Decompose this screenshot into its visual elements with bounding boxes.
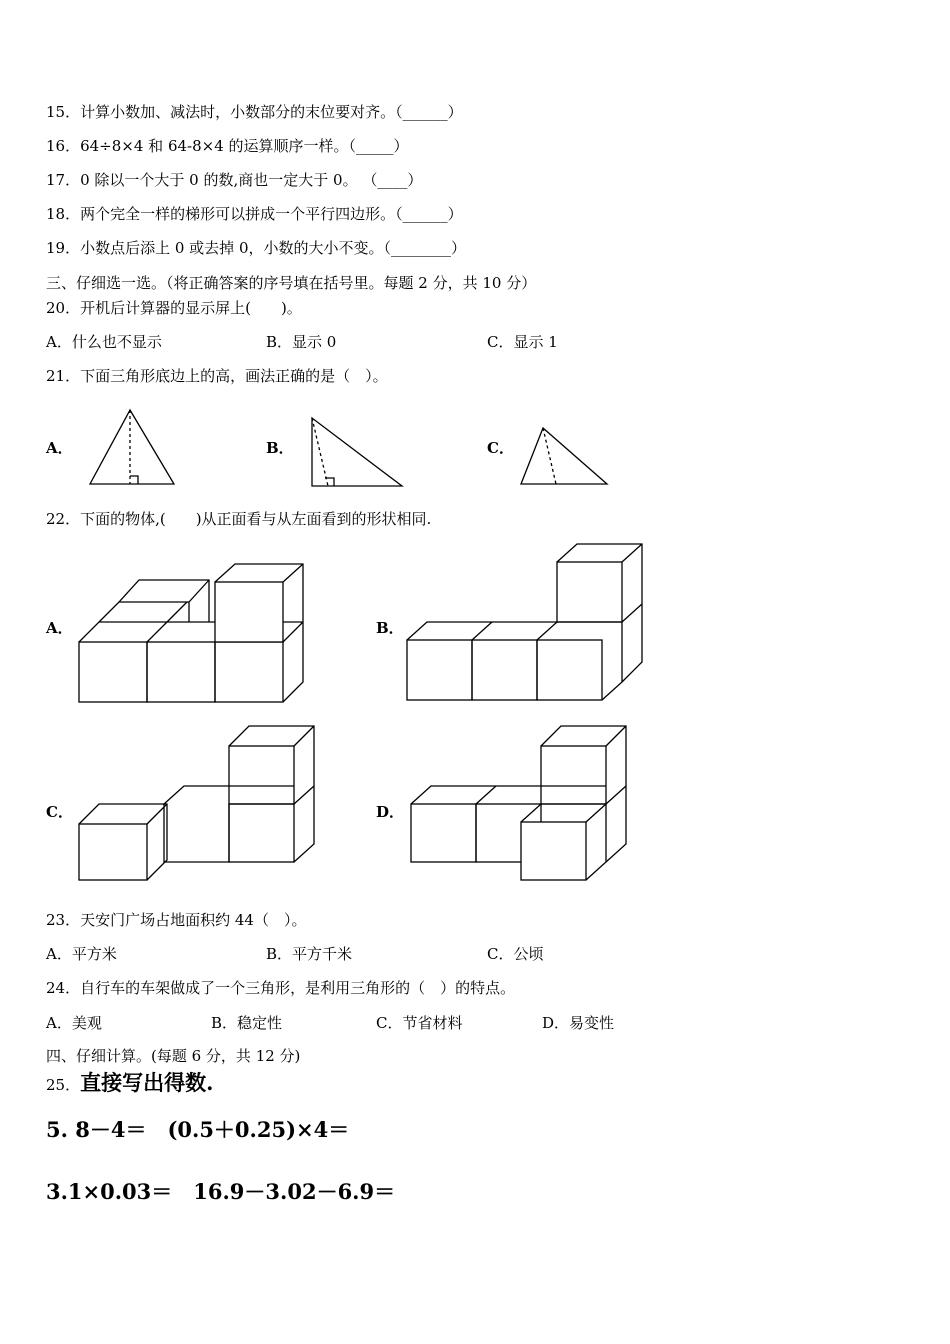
q22-label-c: C． xyxy=(46,803,73,821)
q22-figure-c xyxy=(76,724,318,884)
question-16: 16．64÷8×4 和 64-8×4 的运算顺序一样。（_____） xyxy=(46,137,409,155)
q24-option-d: D．易变性 xyxy=(542,1014,615,1032)
question-17: 17．0 除以一个大于 0 的数,商也一定大于 0。 （____） xyxy=(46,171,423,189)
q23-option-b: B．平方千米 xyxy=(266,945,353,963)
section-4-heading: 四、仔细计算。(每题 6 分，共 12 分) xyxy=(46,1047,301,1065)
q22-figure-d xyxy=(408,724,630,884)
section-3-heading: 三、仔细选一选。（将正确答案的序号填在括号里。每题 2 分，共 10 分） xyxy=(46,274,537,292)
question-21-stem: 21．下面三角形底边上的高，画法正确的是（ ）。 xyxy=(46,367,388,385)
question-24-stem: 24．自行车的车架做成了一个三角形，是利用三角形的（ ）的特点。 xyxy=(46,979,516,997)
q21-label-b: B． xyxy=(266,439,294,457)
q24-option-c: C．节省材料 xyxy=(376,1014,463,1032)
q21-triangle-a xyxy=(88,408,178,488)
q21-label-c: C． xyxy=(487,439,514,457)
q22-label-d: D． xyxy=(376,803,405,821)
q21-triangle-b xyxy=(308,414,406,488)
q24-option-a: A．美观 xyxy=(46,1014,102,1032)
q24-option-b: B．稳定性 xyxy=(211,1014,283,1032)
question-25-stem: 25．直接写出得数. xyxy=(46,1070,214,1095)
q22-label-a: A． xyxy=(46,619,73,637)
q25-row-1: 5. 8－4＝ (0.5＋0.25)×4＝ xyxy=(46,1117,350,1142)
q22-figure-a xyxy=(76,562,306,706)
q23-option-c: C．公顷 xyxy=(487,945,544,963)
question-18: 18．两个完全一样的梯形可以拼成一个平行四边形。（______） xyxy=(46,205,463,223)
question-22-stem: 22．下面的物体,( )从正面看与从左面看到的形状相同. xyxy=(46,510,432,528)
question-23-stem: 23．天安门广场占地面积约 44（ ）。 xyxy=(46,911,307,929)
question-15: 15．计算小数加、减法时，小数部分的末位要对齐。（______） xyxy=(46,103,463,121)
q21-triangle-c xyxy=(519,426,611,488)
question-19: 19．小数点后添上 0 或去掉 0，小数的大小不变。（________） xyxy=(46,239,466,257)
q22-figure-b xyxy=(404,542,644,704)
q20-option-a: A．什么也不显示 xyxy=(46,333,162,351)
q20-option-c: C．显示 1 xyxy=(487,333,558,351)
q25-row-2: 3.1×0.03＝ 16.9－3.02－6.9＝ xyxy=(46,1179,396,1204)
q22-label-b: B． xyxy=(376,619,404,637)
q21-label-a: A． xyxy=(46,439,73,457)
q23-option-a: A．平方米 xyxy=(46,945,117,963)
q20-option-b: B．显示 0 xyxy=(266,333,337,351)
question-20-stem: 20．开机后计算器的显示屏上( )。 xyxy=(46,299,302,317)
